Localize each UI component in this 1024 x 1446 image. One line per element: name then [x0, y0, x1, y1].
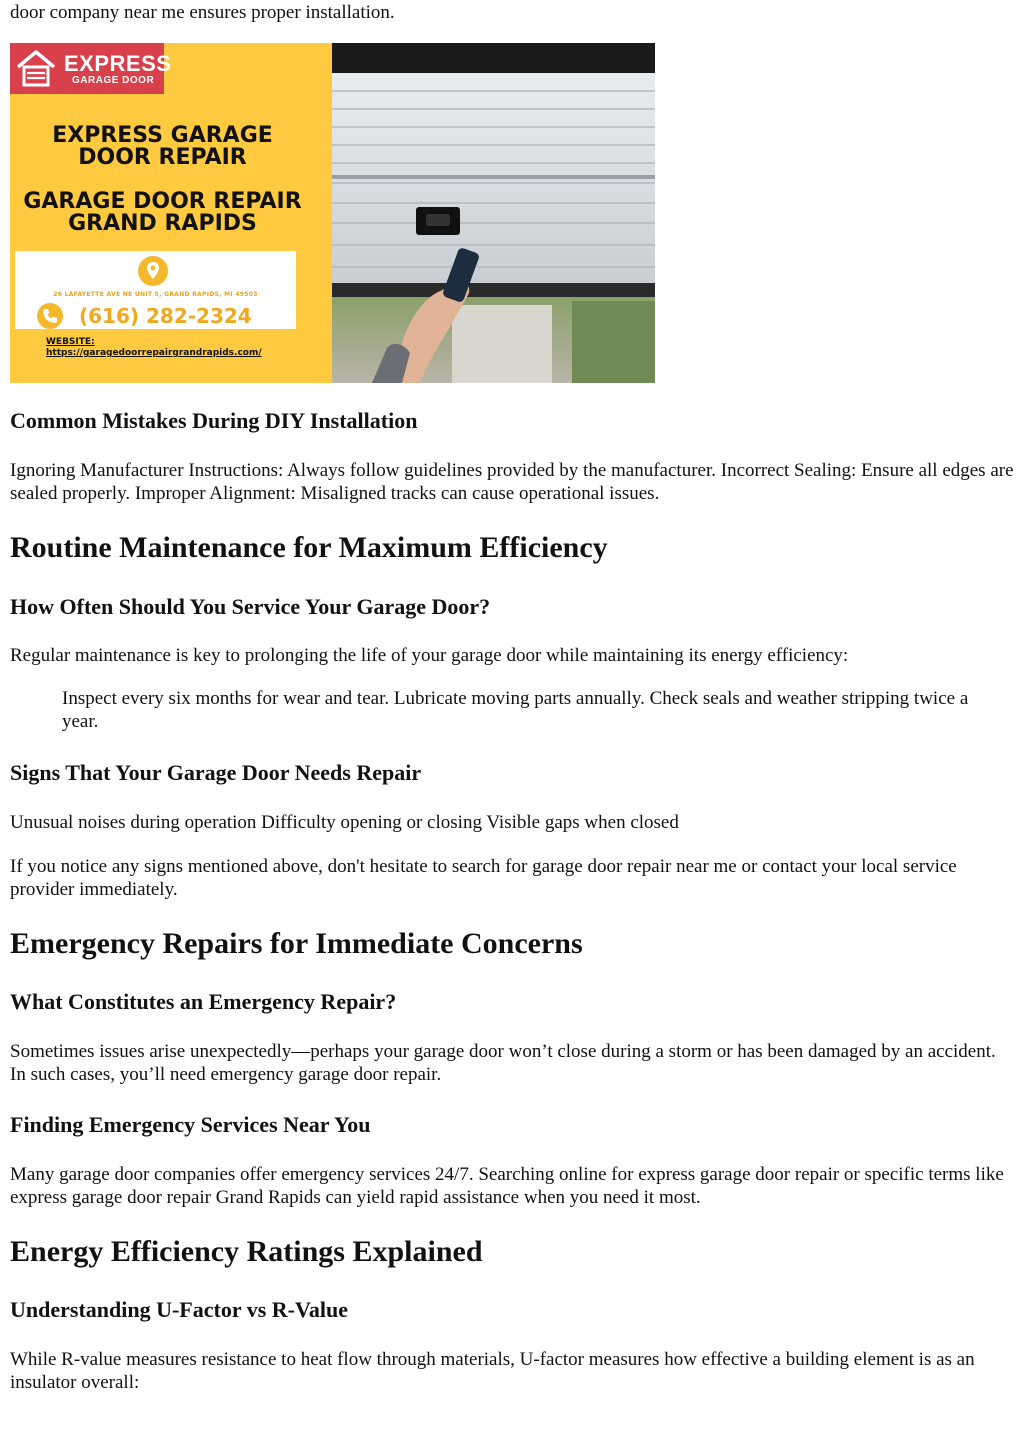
paragraph-ufactor-vs-rvalue: While R-value measures resistance to heat flow through materials, U-factor measures how effective a building element is as an insulator overall: [10, 1349, 975, 1393]
logo-text-express: EXPRESS [64, 51, 172, 76]
garage-house-icon [15, 48, 57, 88]
heading-emergency-definition: What Constitutes an Emergency Repair? [10, 989, 397, 1014]
logo-text-garage-door: GARAGE DOOR [72, 75, 155, 86]
contact-info-box [15, 251, 296, 329]
heading-diy-mistakes: Common Mistakes During DIY Installation [10, 408, 418, 433]
phone-number: (616) 282-2324 [79, 304, 252, 328]
location-pin-icon [137, 255, 169, 287]
heading-routine-maintenance: Routine Maintenance for Maximum Efficiency [10, 531, 608, 564]
paragraph-emergency-definition: Sometimes issues arise unexpectedly—perhaps your garage door won’t close during a storm or has been damaged by an accident. In such cases, you’ll need emergency garage door repair. [10, 1041, 996, 1085]
business-address: 26 LAFAYETTE AVE NE UNIT 5, GRAND RAPIDS, MI 49503 [53, 291, 258, 298]
express-logo [10, 43, 172, 94]
banner-title-primary-line1: EXPRESS GARAGE [52, 123, 273, 148]
banner-title-secondary-line2: GRAND RAPIDS [68, 211, 257, 236]
banner-title-secondary-line1: GARAGE DOOR REPAIR [23, 189, 302, 214]
banner-title-secondary [10, 191, 315, 235]
banner-info-panel [10, 43, 332, 383]
heading-energy-ratings: Energy Efficiency Ratings Explained [10, 1235, 483, 1268]
heading-repair-signs: Signs That Your Garage Door Needs Repair [10, 760, 422, 785]
paragraph-service-frequency: Regular maintenance is key to prolonging the life of your garage door while maintaining its energy efficiency: [10, 645, 849, 666]
garage-door-remote-photo [332, 43, 655, 383]
heading-service-frequency: How Often Should You Service Your Garage Door? [10, 594, 491, 619]
paragraph-repair-signs-list: Unusual noises during operation Difficulty opening or closing Visible gaps when closed [10, 812, 679, 833]
banner-title-primary-line2: DOOR REPAIR [78, 145, 247, 170]
promo-banner-image [10, 43, 655, 383]
intro-paragraph-tail: door company near me ensures proper installation. [10, 2, 395, 23]
paragraph-repair-signs-followup: If you notice any signs mentioned above, don't hesitate to search for garage door repair near me or contact your local service provider immediately. [10, 856, 957, 900]
heading-finding-emergency-services: Finding Emergency Services Near You [10, 1112, 371, 1137]
heading-emergency-repairs: Emergency Repairs for Immediate Concerns [10, 927, 583, 960]
paragraph-diy-mistakes: Ignoring Manufacturer Instructions: Always follow guidelines provided by the manufacturer. Incorrect Sealing: Ensure all edges are sealed properly. Improper Alignment: Misaligned tracks can cause operational issues. [10, 460, 1014, 504]
banner-title-primary [10, 125, 315, 169]
paragraph-finding-emergency-services: Many garage door companies offer emergency services 24/7. Searching online for express garage door repair or specific terms like express garage door repair Grand Rapids can yield rapid assistance when you need it most. [10, 1164, 1004, 1208]
website-url: https://garagedoorrepairgrandrapids.com/ [46, 348, 262, 358]
blockquote-service-schedule: Inspect every six months for wear and tear. Lubricate moving parts annually. Check seals and weather stripping twice a year. [62, 688, 969, 732]
website-label: WEBSITE: [46, 337, 95, 347]
heading-ufactor-vs-rvalue: Understanding U-Factor vs R-Value [10, 1297, 348, 1322]
phone-icon [37, 303, 63, 329]
